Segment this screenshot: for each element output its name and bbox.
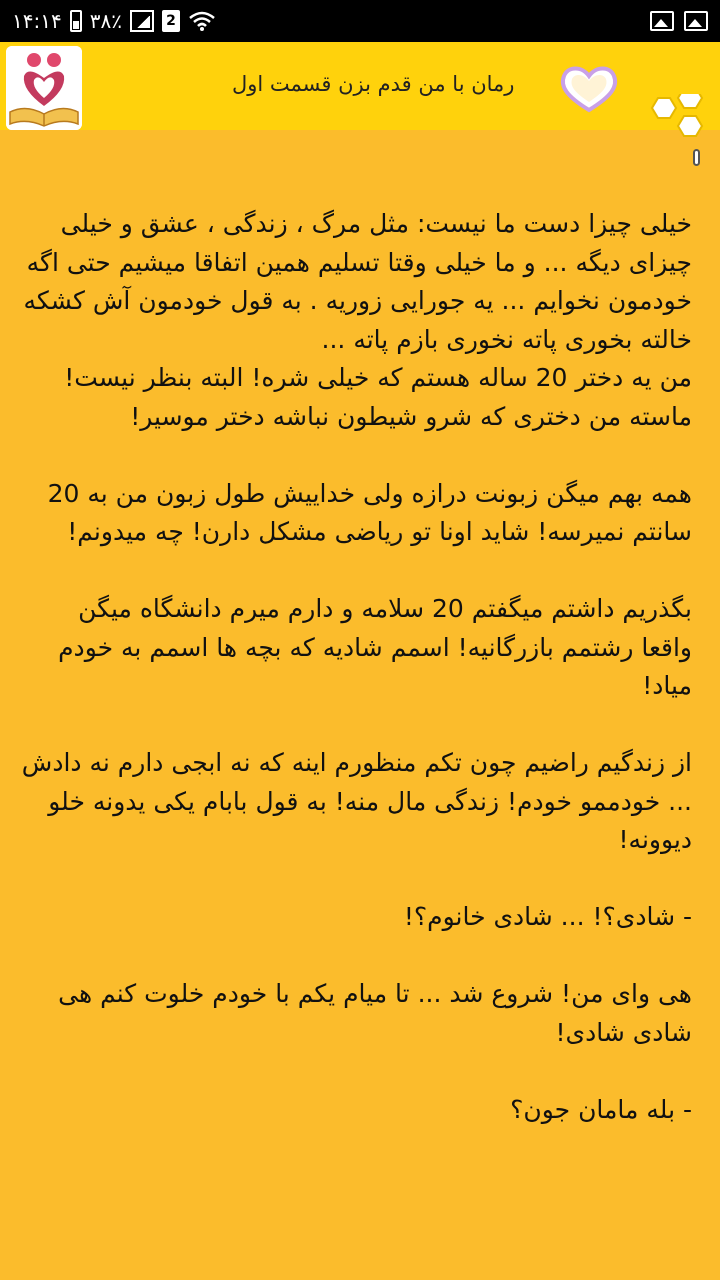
app-header	[0, 42, 720, 130]
status-right	[650, 11, 708, 31]
sim-badge: 2	[162, 10, 180, 32]
scrollbar-thumb[interactable]	[693, 149, 700, 166]
battery-icon	[70, 10, 82, 32]
status-left	[12, 9, 216, 33]
status-bar	[0, 0, 720, 42]
heart-icon[interactable]	[558, 64, 620, 114]
hexagon-menu-icon[interactable]	[644, 94, 708, 158]
story-text: خیلی چیزا دست ما نیست: مثل مرگ ، زندگی ، عشق و خیلی چیزای دیگه ... و ما خیلی وقتا تسلیم همین اتفاقا میشیم حتی اگه خودمون نخوایم ... یه جورایی زوریه . به قول خودمون آش کشکه خالته بخوری پاته نخوری بازم پاته ... من یه دختر 20 ساله هستم که خیلی شره! البته بنظر نیست! ماسته من دختری که شرو شیطون نباشه دختر موسیر! همه بهم میگن زبونت درازه ولی خداییش طول زبون من به 20 سانتم نمیرسه! شاید اونا تو ریاضی مشکل دارن! چه میدونم! بگذریم داشتم میگفتم 20 سلامه و دارم میرم دانشگاه میگن واقعا رشتمم بازرگانیه! اسمم شادیه که بچه ها اسمم به خودم میاد! از زندگیم راضیم چون تکم منظورم اینه که نه ابجی دارم نه دادش ... خودممو خودم! زندگی مال منه! به قول بابام یکی یدونه خلو دیوونه! - شادی؟! ... شادی خانوم؟! هی وای من! شروع شد ... تا میام یکم با خودم خلوت کنم هی شادی شادی! - بله مامان جون؟	[21, 209, 692, 1124]
status-time: ۱۴:۱۴	[12, 9, 62, 33]
image-notification-icon	[650, 11, 674, 31]
battery-percent: ۳۸٪	[89, 9, 122, 33]
page-title: رمان با من قدم بزن قسمت اول	[232, 72, 515, 96]
wifi-icon	[188, 10, 216, 32]
gallery-notification-icon	[684, 11, 708, 31]
app-logo[interactable]	[6, 46, 82, 130]
signal-icon	[130, 10, 154, 32]
